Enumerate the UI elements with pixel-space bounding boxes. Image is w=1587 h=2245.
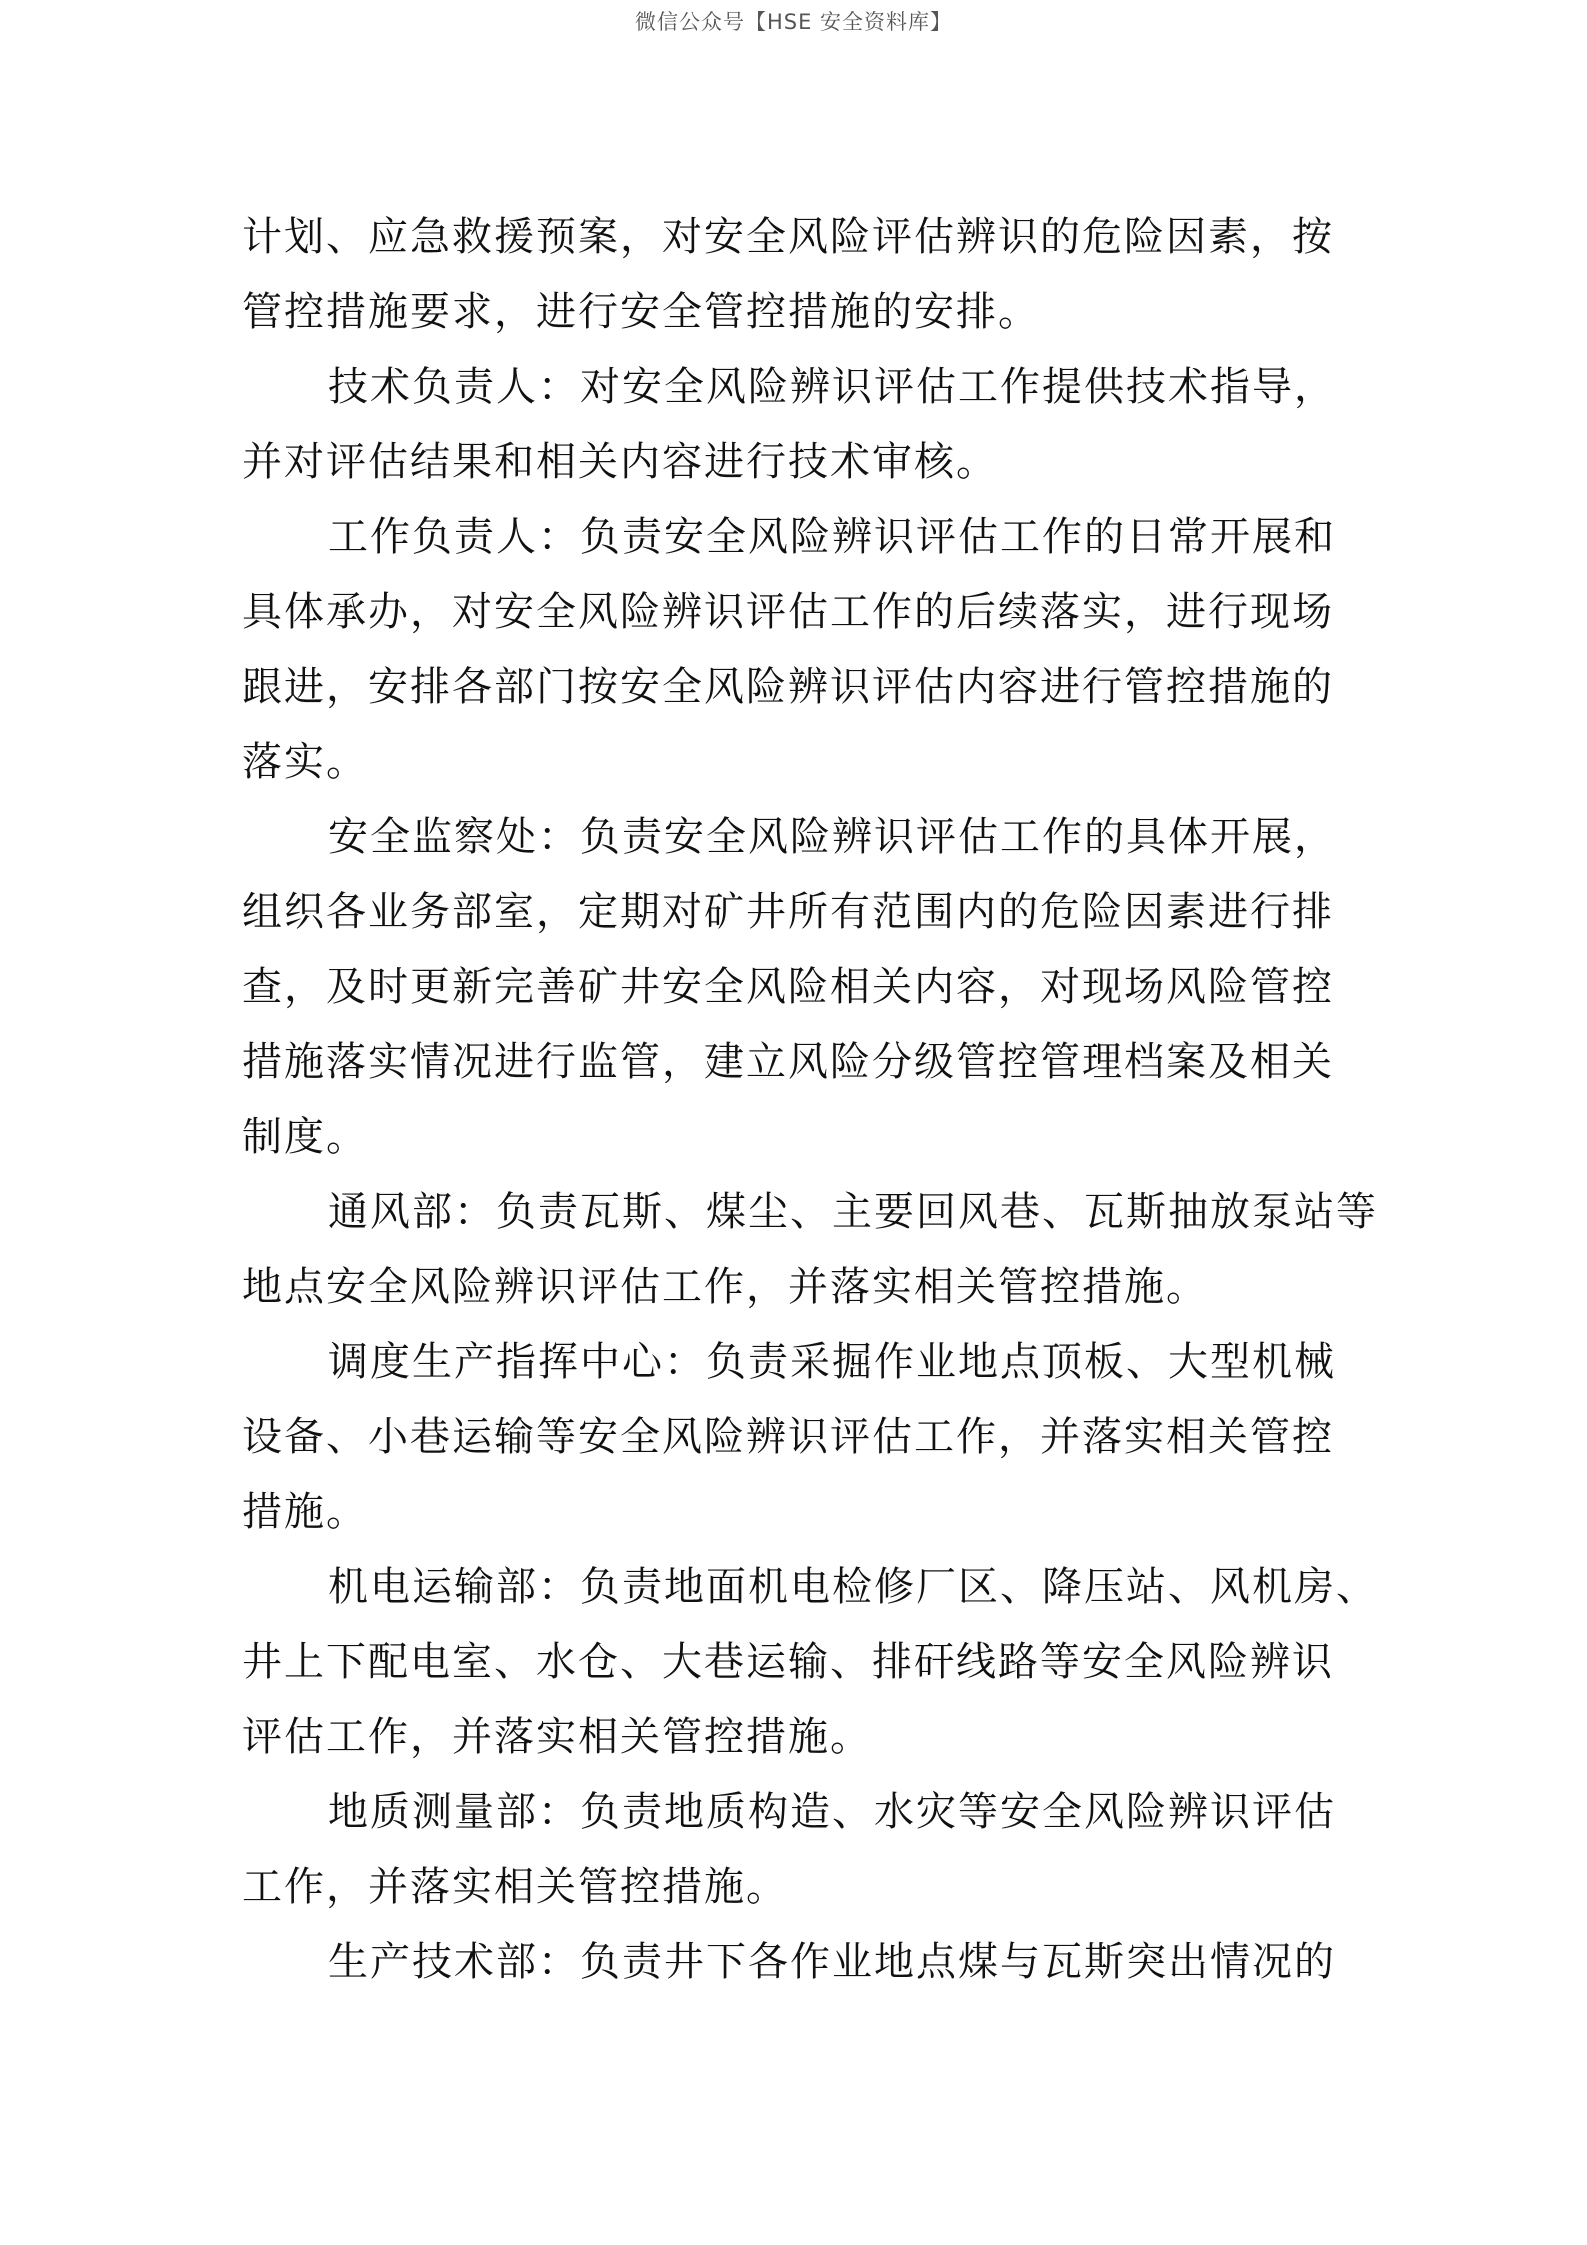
text-line: 安全监察处：负责安全风险辨识评估工作的具体开展，: [328, 814, 1336, 860]
paragraph-production-tech: [242, 1925, 1382, 2000]
text-line: 设备、小巷运输等安全风险辨识评估工作，并落实相关管控: [242, 1414, 1334, 1460]
text-line: 并对评估结果和相关内容进行技术审核。: [242, 439, 998, 485]
text-line: 具体承办，对安全风险辨识评估工作的后续落实，进行现场: [242, 589, 1334, 635]
page-header: 微信公众号【HSE 安全资料库】: [634, 10, 953, 34]
text-line: 查，及时更新完善矿井安全风险相关内容，对现场风险管控: [242, 964, 1334, 1010]
text-line: 调度生产指挥中心：负责采掘作业地点顶板、大型机械: [328, 1339, 1336, 1385]
text-line: 通风部：负责瓦斯、煤尘、主要回风巷、瓦斯抽放泵站等: [328, 1189, 1378, 1235]
paragraph-geology-survey: [242, 1775, 1382, 1925]
text-line: 评估工作，并落实相关管控措施。: [242, 1714, 872, 1760]
text-line: 地质测量部：负责地质构造、水灾等安全风险辨识评估: [328, 1789, 1336, 1835]
text-line: 工作，并落实相关管控措施。: [242, 1864, 788, 1910]
paragraph-ventilation: [242, 1175, 1382, 1325]
text-line: 技术负责人：对安全风险辨识评估工作提供技术指导，: [328, 364, 1336, 410]
paragraph-electromechanical: [242, 1550, 1382, 1775]
text-line: 计划、应急救援预案，对安全风险评估辨识的危险因素，按: [242, 214, 1334, 260]
text-line: 组织各业务部室，定期对矿井所有范围内的危险因素进行排: [242, 889, 1334, 935]
paragraph-technical-lead: [242, 350, 1382, 500]
text-line: 措施。: [242, 1489, 368, 1535]
text-line: 生产技术部：负责井下各作业地点煤与瓦斯突出情况的: [328, 1939, 1336, 1985]
text-line: 措施落实情况进行监管，建立风险分级管控管理档案及相关: [242, 1039, 1334, 1085]
paragraph-dispatch-center: [242, 1325, 1382, 1550]
text-line: 管控措施要求，进行安全管控措施的安排。: [242, 289, 1040, 335]
paragraph-plan: [242, 200, 1382, 350]
text-line: 机电运输部：负责地面机电检修厂区、降压站、风机房、: [328, 1564, 1378, 1610]
text-line: 井上下配电室、水仓、大巷运输、排矸线路等安全风险辨识: [242, 1639, 1334, 1685]
paragraph-safety-supervision: [242, 800, 1382, 1175]
text-line: 跟进，安排各部门按安全风险辨识评估内容进行管控措施的: [242, 664, 1334, 710]
text-line: 制度。: [242, 1114, 368, 1160]
text-line: 工作负责人：负责安全风险辨识评估工作的日常开展和: [328, 514, 1336, 560]
text-line: 落实。: [242, 739, 368, 785]
document-body: [242, 200, 1382, 2000]
paragraph-work-lead: [242, 500, 1382, 800]
text-line: 地点安全风险辨识评估工作，并落实相关管控措施。: [242, 1264, 1208, 1310]
